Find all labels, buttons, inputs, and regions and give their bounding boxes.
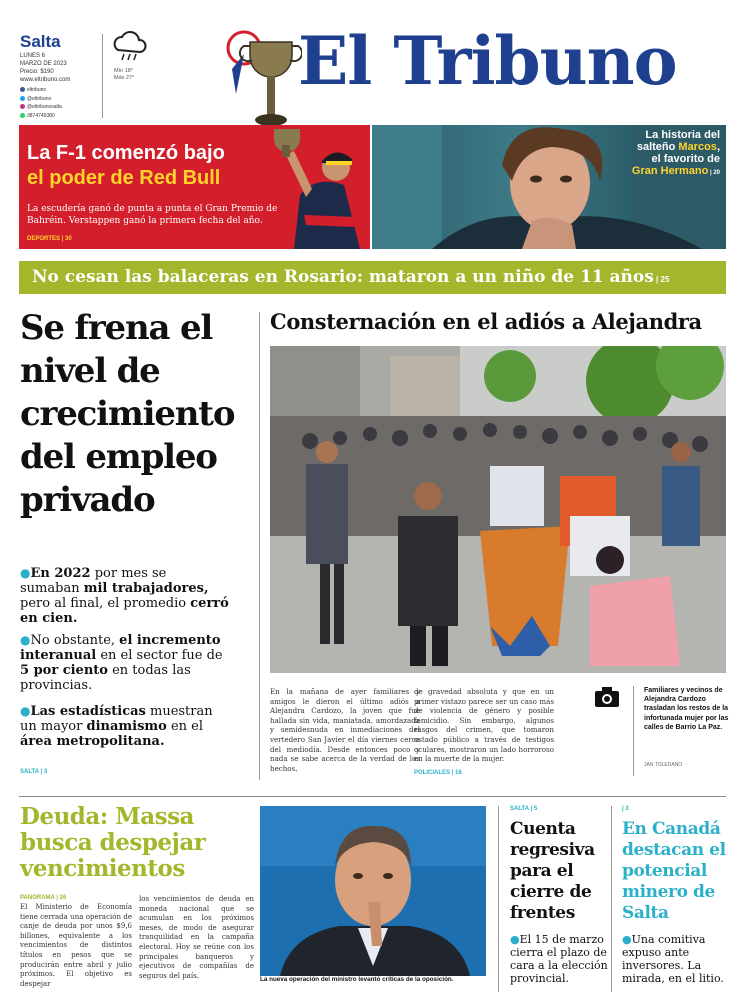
deuda-body-col1: El Ministerio de Economía tiene cerrada una operación de canje de deuda por unos $9,6 billones, equivalente a los vencimientos de distintos títulos en pesos que se producirán entre abril y julio próximos. El objetivo es despejar [20, 903, 132, 988]
instagram-icon [20, 104, 25, 109]
funeral-headline[interactable]: Consternación en el adiós a Alejandra [270, 309, 702, 334]
f1-page-ref: DEPORTES | 30 [27, 236, 72, 242]
crowd-photo-illustration [270, 346, 726, 673]
f1-dek: La escudería ganó de punta a punta el Gran Premio de Bahréin. Verstappen ganó la primera fecha del año. [27, 204, 278, 226]
photo-caption: Familiares y vecinos de Alejandra Cardozo trasladan los restos de la infortunada mujer por las calles de Barrio La Paz. [644, 687, 729, 731]
massa-photo-caption: La nueva operación del ministro levantó críticas de la oposición. [260, 976, 454, 983]
cloud-rain-icon [110, 30, 150, 64]
funeral-photo[interactable] [270, 346, 726, 673]
lead-headline[interactable]: Se frena el nivel de crecimiento del empleo privado [20, 308, 235, 520]
bullet-icon: ● [622, 933, 632, 946]
funeral-page-ref: POLICIALES | 16 [414, 770, 462, 776]
lead-bullet-2: ●No obstante, el incremento interanual en el sector fue de 5 por ciento en todas las provincias. [20, 633, 223, 693]
caption-divider [633, 686, 634, 776]
bullet-icon: ● [20, 633, 31, 647]
temperature: Mín 18° Máx 27° [114, 68, 135, 81]
minister-portrait [260, 806, 486, 976]
canada-page-ref: | 3 [622, 806, 629, 812]
column-divider [259, 312, 260, 780]
cuenta-headline[interactable]: Cuenta regresiva para el cierre de frentes [510, 819, 595, 923]
date-day: LUNES 6 [20, 53, 46, 59]
rosario-strip[interactable] [19, 261, 726, 294]
masthead-divider [102, 34, 103, 118]
date-month: MARZO DE 2023 [20, 61, 67, 67]
driver-photo [264, 125, 370, 249]
f1-banner[interactable] [19, 125, 370, 249]
edition-city: Salta [20, 32, 61, 51]
gran-hermano-banner[interactable] [372, 125, 726, 249]
section-divider [19, 796, 726, 797]
facebook-icon [20, 87, 25, 92]
twitter-icon [20, 96, 25, 101]
f1-headline: La F-1 comenzó bajo el poder de Red Bull [27, 142, 225, 189]
funeral-body-col2: de gravedad absoluta y que en un primer vistazo parece ser un caso más de violencia de género y posible femicidio. Sin embargo, algunos rasgos del crimen, que tomaron estado público a través de testigos oculares, mostraron un lado horroroso en la muerte de la mujer. [414, 687, 554, 764]
website[interactable]: www.eltribuno.com [20, 77, 71, 83]
social-twitter[interactable]: @eltribuno [20, 95, 62, 104]
bullet-icon: ● [20, 566, 31, 580]
camera-icon [594, 686, 620, 708]
bullet-icon: ● [20, 704, 31, 718]
lead-page-ref: SALTA | 3 [20, 769, 48, 775]
canada-headline[interactable]: En Canadá destacan el potencial minero de Salta [622, 819, 726, 923]
lead-bullet-1: ●En 2022 por mes se sumaban mil trabajadores, pero al final, el promedio cerró en cien. [20, 566, 229, 626]
canada-summary: ●Una comitiva expuso ante inversores. La mirada, en el litio. [622, 933, 724, 985]
deuda-body-col2: los vencimientos de deuda en moneda nacional que se acumulan en los próximos meses, de modo de asegurar tranquilidad en la campaña electoral. Hoy se reúne con los principales banqueros y ejecutivos de compañías de seguros del país. [139, 895, 254, 980]
bullet-icon: ● [510, 933, 520, 946]
cuenta-summary: ●El 15 de marzo cierra el plazo de cara a la elección provincial. [510, 933, 608, 985]
whatsapp-icon [20, 113, 25, 118]
social-whatsapp[interactable]: 3874749380 [20, 112, 62, 121]
deuda-headline[interactable]: Deuda: Massa busca despejar vencimientos [20, 803, 206, 882]
price: Precio: $190 [20, 69, 54, 75]
deuda-page-ref: PANORAMA | 26 [20, 895, 67, 901]
trophy-icon [222, 24, 302, 134]
gran-hermano-teaser: La historia del salteño Marcos, el favorito de Gran Hermano | 20 [631, 129, 720, 177]
photo-credit: JAN TOLEDANO [644, 762, 683, 768]
newspaper-logo[interactable]: El Tribuno [298, 22, 677, 100]
massa-photo[interactable] [260, 806, 486, 976]
column-divider [611, 806, 612, 992]
funeral-body-col1: En la mañana de ayer familiares y amigos le dieron el último adiós a Alejandra Cardozo, la joven que fue hallada sin vida, maniatada, amordazada y semidesnuda en inmediaciones del vertedero San Javier el día viernes cerca del mediodía. Desde entonces poco y nada se sabe acerca de la verdad de los hechos, [270, 687, 420, 773]
cuenta-page-ref: SALTA | 5 [510, 806, 538, 812]
column-divider [498, 806, 499, 992]
social-instagram[interactable]: @eltribunosalta [20, 103, 62, 112]
strip-page-ref: | 25 [653, 275, 670, 284]
dateline [20, 52, 100, 84]
social-facebook[interactable]: eltribuno [20, 86, 62, 95]
lead-bullet-3: ●Las estadísticas muestran un mayor dinamismo en el área metropolitana. [20, 704, 213, 749]
strip-headline: No cesan las balaceras en Rosario: mataron a un niño de 11 años [32, 267, 654, 287]
social-links [20, 86, 62, 120]
